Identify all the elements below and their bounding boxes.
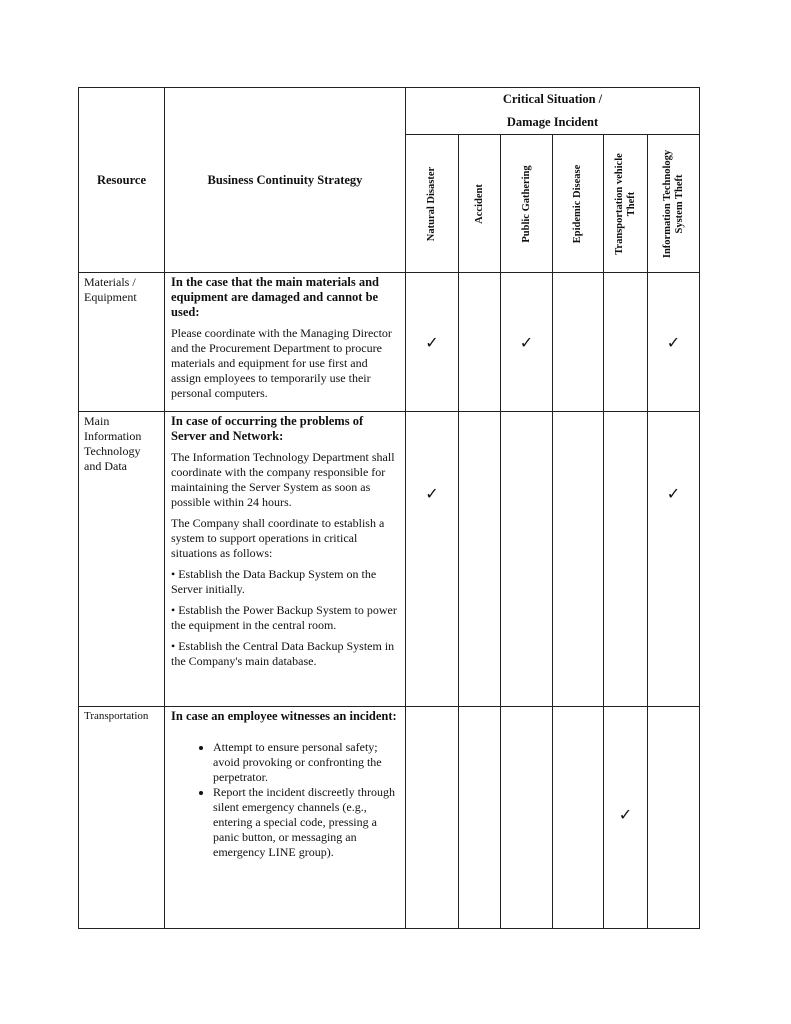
strategy-paragraph: The Company shall coordinate to establish a system to support operations in critical situations as follows:: [171, 516, 385, 560]
resource-cell: Transportation: [79, 707, 165, 929]
incident-header-public-gathering: Public Gathering: [501, 135, 553, 273]
strategy-lead: In the case that the main materials and equipment are damaged and cannot be used:: [171, 275, 379, 319]
incident-header-natural-disaster: Natural Disaster: [406, 135, 459, 273]
checkmark-icon: ✓: [519, 332, 534, 352]
check-cell: [406, 273, 459, 412]
checkmark-icon: ✓: [666, 484, 681, 503]
incident-header-accident: Accident: [459, 135, 501, 273]
strategy-bullet: • Establish the Central Data Backup System in the Company's main database.: [171, 639, 395, 668]
checkmark-icon: ✓: [618, 805, 633, 824]
check-cell: [604, 273, 648, 412]
strategy-cell: [165, 707, 406, 929]
resource-cell: Main Information Technology and Data: [79, 412, 165, 707]
check-cell: [406, 707, 459, 929]
continuity-strategy-table: [78, 87, 700, 929]
incident-header-vehicle-theft: Transportation vehicle Theft: [604, 135, 648, 273]
check-cell: [459, 707, 501, 929]
check-cell: [604, 707, 648, 929]
check-cell: [406, 412, 459, 707]
check-cell: [501, 273, 553, 412]
strategy-paragraph: Please coordinate with the Managing Director and the Procurement Department to procure materials and equipment for use first and assign employees to temporarily use their personal computers.: [171, 326, 392, 400]
check-cell: [648, 707, 700, 929]
check-cell: [553, 412, 604, 707]
critical-situation-line2: Damage Incident: [506, 115, 599, 129]
strategy-lead: In case of occurring the problems of Server and Network:: [171, 414, 364, 443]
checkmark-icon: ✓: [425, 332, 439, 352]
check-cell: [459, 273, 501, 412]
table-row-it-data: [79, 412, 700, 707]
strategy-bullet: • Establish the Data Backup System on the Server initially.: [171, 567, 377, 596]
header-row-top: [79, 88, 700, 135]
check-cell: [459, 412, 501, 707]
list-item: • Report the incident discreetly through silent emergency channels (e.g., entering a special code, pressing a panic button, or messaging an emergency LINE group).: [213, 785, 400, 860]
table-row-materials: [79, 273, 700, 412]
critical-situation-line1: Critical Situation /: [502, 92, 603, 106]
strategy-bullet: • Establish the Power Backup System to power the equipment in the central room.: [171, 603, 397, 632]
check-cell: [648, 412, 700, 707]
check-cell: [553, 273, 604, 412]
list-item: • Attempt to ensure personal safety; avoid provoking or confronting the perpetrator.: [213, 740, 400, 785]
check-cell: [604, 412, 648, 707]
checkmark-icon: ✓: [666, 332, 681, 352]
check-cell: [501, 707, 553, 929]
critical-situation-header: [406, 88, 700, 135]
strategy-bullet-list: [171, 740, 400, 860]
incident-header-it-system-theft: Information Technology System Theft: [648, 135, 700, 273]
strategy-cell: [165, 412, 406, 707]
strategy-paragraph: The Information Technology Department shall coordinate with the company responsible for maintaining the Server System as soon as possible within 24 hours.: [171, 450, 395, 509]
strategy-cell: [165, 273, 406, 412]
strategy-lead: In case an employee witnesses an incident:: [171, 709, 397, 723]
check-cell: [553, 707, 604, 929]
resource-cell: Materials / Equipment: [79, 273, 165, 412]
table-row-transportation: [79, 707, 700, 929]
strategy-header: Business Continuity Strategy: [165, 88, 406, 273]
check-cell: [648, 273, 700, 412]
incident-header-epidemic-disease: Epidemic Disease: [553, 135, 604, 273]
check-cell: [501, 412, 553, 707]
resource-header: Resource: [79, 88, 165, 273]
checkmark-icon: ✓: [425, 484, 439, 503]
